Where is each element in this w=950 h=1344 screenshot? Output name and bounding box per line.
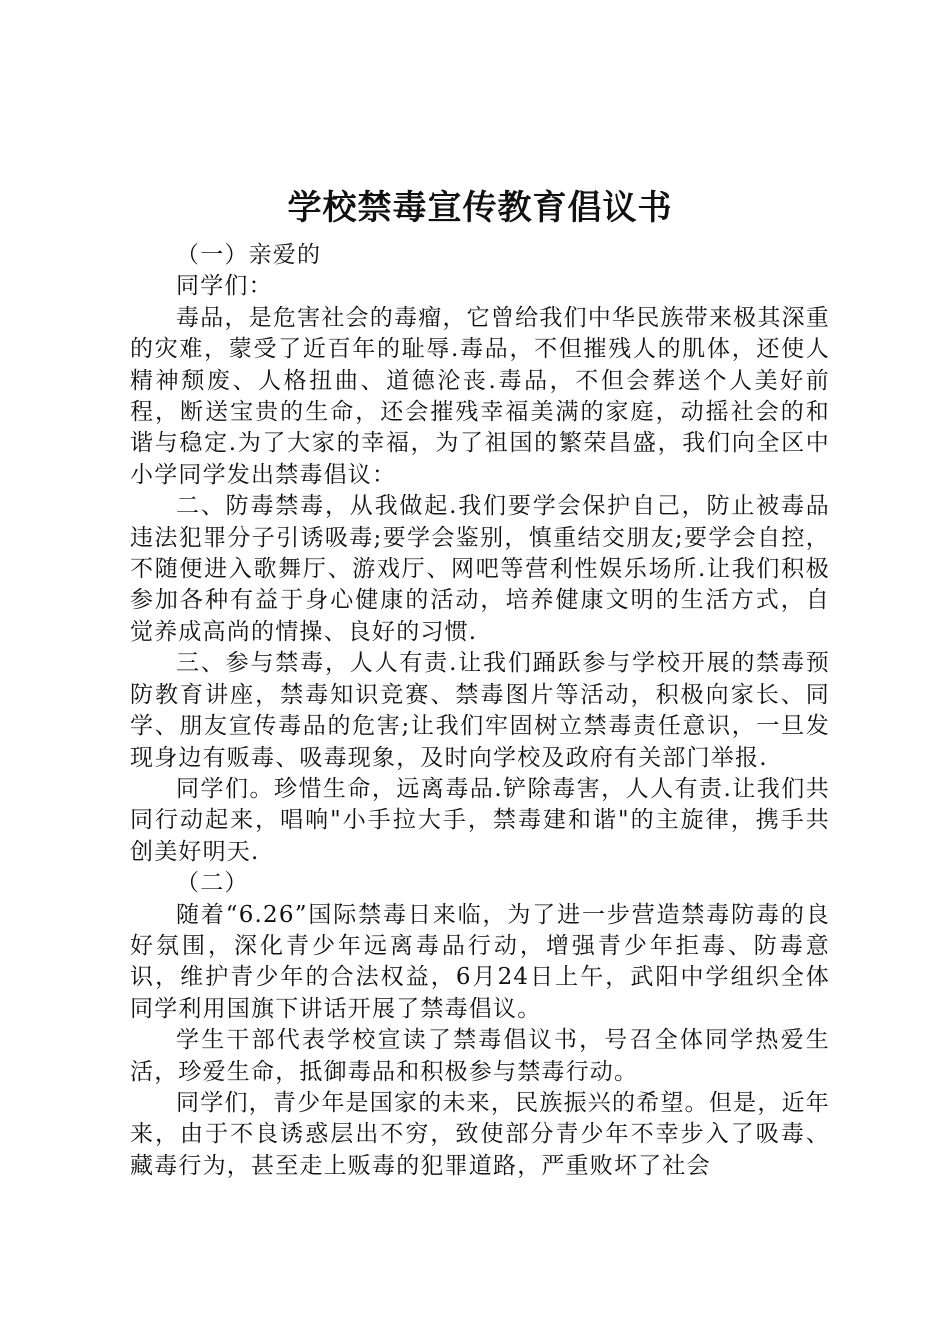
paragraph-8: 随着“6.26”国际禁毒日来临，为了进一步营造禁毒防毒的良好氛围，深化青少年远离毒品行动，增强青少年拒毒、防毒意识，维护青少年的合法权益，6月24日上午，武阳中学组织全体同学利用国旗下讲话开展了禁毒倡议。	[130, 901, 830, 1022]
paragraph-9: 学生干部代表学校宣读了禁毒倡议书，号召全体同学热爱生活，珍爱生命，抵御毒品和积极参与禁毒行动。	[130, 1027, 830, 1085]
paragraph-4: 二、防毒禁毒，从我做起.我们要学会保护自己，防止被毒品违法犯罪分子引诱吸毒;要学会鉴别，慎重结交朋友;要学会自控，不随便进入歌舞厅、游戏厅、网吧等营利性娱乐场所.让我们积极参加各种有益于身心健康的活动，培养健康文明的生活方式，自觉养成高尚的情操、良好的习惯.	[130, 493, 830, 645]
document-title: 学校禁毒宣传教育倡议书	[287, 188, 673, 228]
paragraph-7: （二）	[176, 870, 249, 897]
paragraph-3: 毒品，是危害社会的毒瘤，它曾给我们中华民族带来极其深重的灾难，蒙受了近百年的耻辱.毒品，不但摧残人的肌体，还使人精神颓废、人格扭曲、道德沦丧.毒品，不但会葬送个人美好前程，断送宝贵的生命，还会摧残幸福美满的家庭，动摇社会的和谐与稳定.为了大家的幸福，为了祖国的繁荣昌盛，我们向全区中小学同学发出禁毒倡议：	[130, 304, 830, 488]
paragraph-2: 同学们：	[176, 273, 273, 300]
paragraph-6: 同学们。珍惜生命，远离毒品.铲除毒害，人人有责.让我们共同行动起来，唱响"小手拉大手，禁毒建和谐"的主旋律，携手共创美好明天.	[130, 775, 830, 865]
document-page	[130, 180, 830, 1182]
paragraph-5: 三、参与禁毒，人人有责.让我们踊跃参与学校开展的禁毒预防教育讲座，禁毒知识竞赛、禁毒图片等活动，积极向家长、同学、朋友宣传毒品的危害;让我们牢固树立禁毒责任意识，一旦发现身边有贩毒、吸毒现象，及时向学校及政府有关部门举报.	[130, 650, 830, 771]
paragraph-1: （一）亲爱的	[176, 242, 322, 268]
paragraph-10: 同学们，青少年是国家的未来，民族振兴的希望。但是，近年来，由于不良诱惑层出不穷，致使部分青少年不幸步入了吸毒、藏毒行为，甚至走上贩毒的犯罪道路，严重败坏了社会	[130, 1089, 830, 1179]
